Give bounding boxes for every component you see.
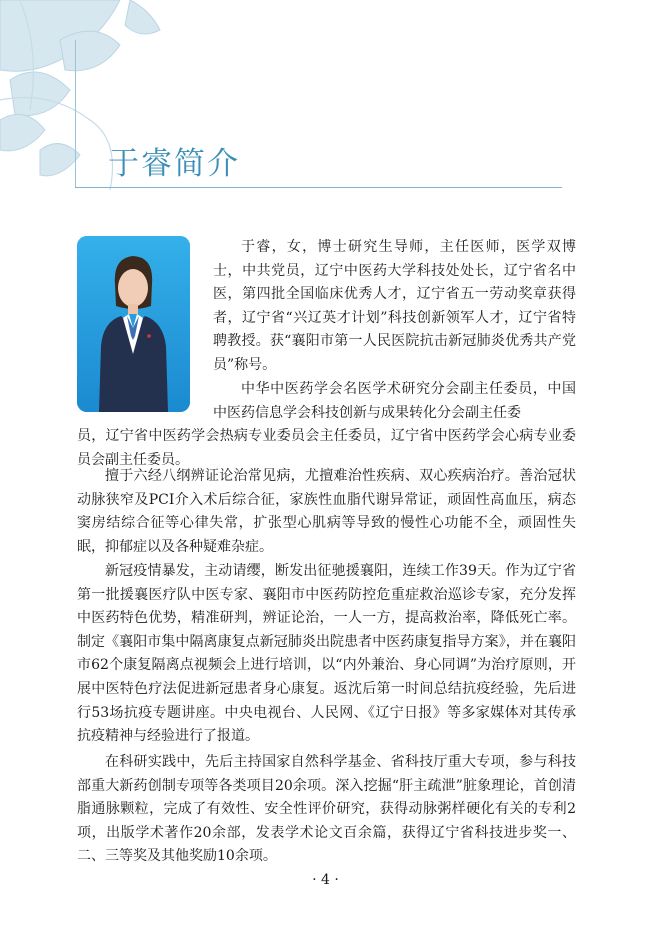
portrait-photo: [77, 236, 190, 412]
bio-paragraph-positions: 中华中医药学会名医学术研究分会副主任委员，中国中医药信息学会科技创新与成果转化分会副主任委: [213, 381, 576, 421]
page-title: 于睿简介: [108, 146, 240, 182]
bio-paragraph-expertise: 擅于六经八纲辨证论治常见病，尤擅难治性疾病、双心疾病治疗。善治冠状动脉狭窄及PCI介入术后综合征，家族性血脂代谢异常证，顽固性高血压，病态窦房结综合征等心律失常，扩张型心肌病等导致的慢性心功能不全，顽固性失眠，抑郁症以及各种疑难杂症。: [77, 468, 576, 555]
bio-paragraph-intro: 于睿，女，博士研究生导师，主任医师，医学双博士，中共党员，辽宁中医药大学科技处处长，辽宁省名中医，第四批全国临床优秀人才，辽宁省五一劳动奖章获得者，辽宁省“兴辽英才计划”科技创新领军人才，辽宁省特聘教授。获“襄阳市第一人民医院抗击新冠肺炎优秀共产党员”称号。: [213, 239, 576, 373]
page-number: · 4 ·: [312, 872, 339, 888]
title-vertical-rule: [75, 40, 76, 188]
bio-paragraph-positions-cont: 员，辽宁省中医药学会热病专业委员会主任委员，辽宁省中医药学会心病专业委员会副主任委员。: [77, 428, 576, 468]
person-portrait-icon: [77, 236, 190, 412]
bio-paragraph-research: 在科研实践中，先后主持国家自然科学基金、省科技厅重大专项，参与科技部重大新药创制专项等各类项目20余项。深入挖掘“肝主疏泄”脏象理论，首创清脂通脉颗粒，完成了有效性、安全性评价研究，获得动脉粥样硬化有关的专利2项，出版学术著作20余部，发表学术论文百余篇，获得辽宁省科技进步奖一、二、三等奖及其他奖励10余项。: [77, 754, 576, 865]
title-underline: [75, 187, 562, 188]
bio-paragraph-covid: 新冠疫情暴发，主动请缨，断发出征驰援襄阳，连续工作39天。作为辽宁省第一批援襄医疗队中医专家、襄阳市中医药防控危重症救治巡诊专家，充分发挥中医药特色优势，精准研判，辨证论治，一人一方，提高救治率，降低死亡率。制定《襄阳市集中隔离康复点新冠肺炎出院患者中医药康复指导方案》，并在襄阳市62个康复隔离点视频会上进行培训，以“内外兼治、身心同调”为治疗原则，开展中医特色疗法促进新冠患者身心康复。返沈后第一时间总结抗疫经验，先后进行53场抗疫专题讲座。中央电视台、人民网、《辽宁日报》等多家媒体对其传承抗疫精神与经验进行了报道。: [77, 563, 576, 745]
